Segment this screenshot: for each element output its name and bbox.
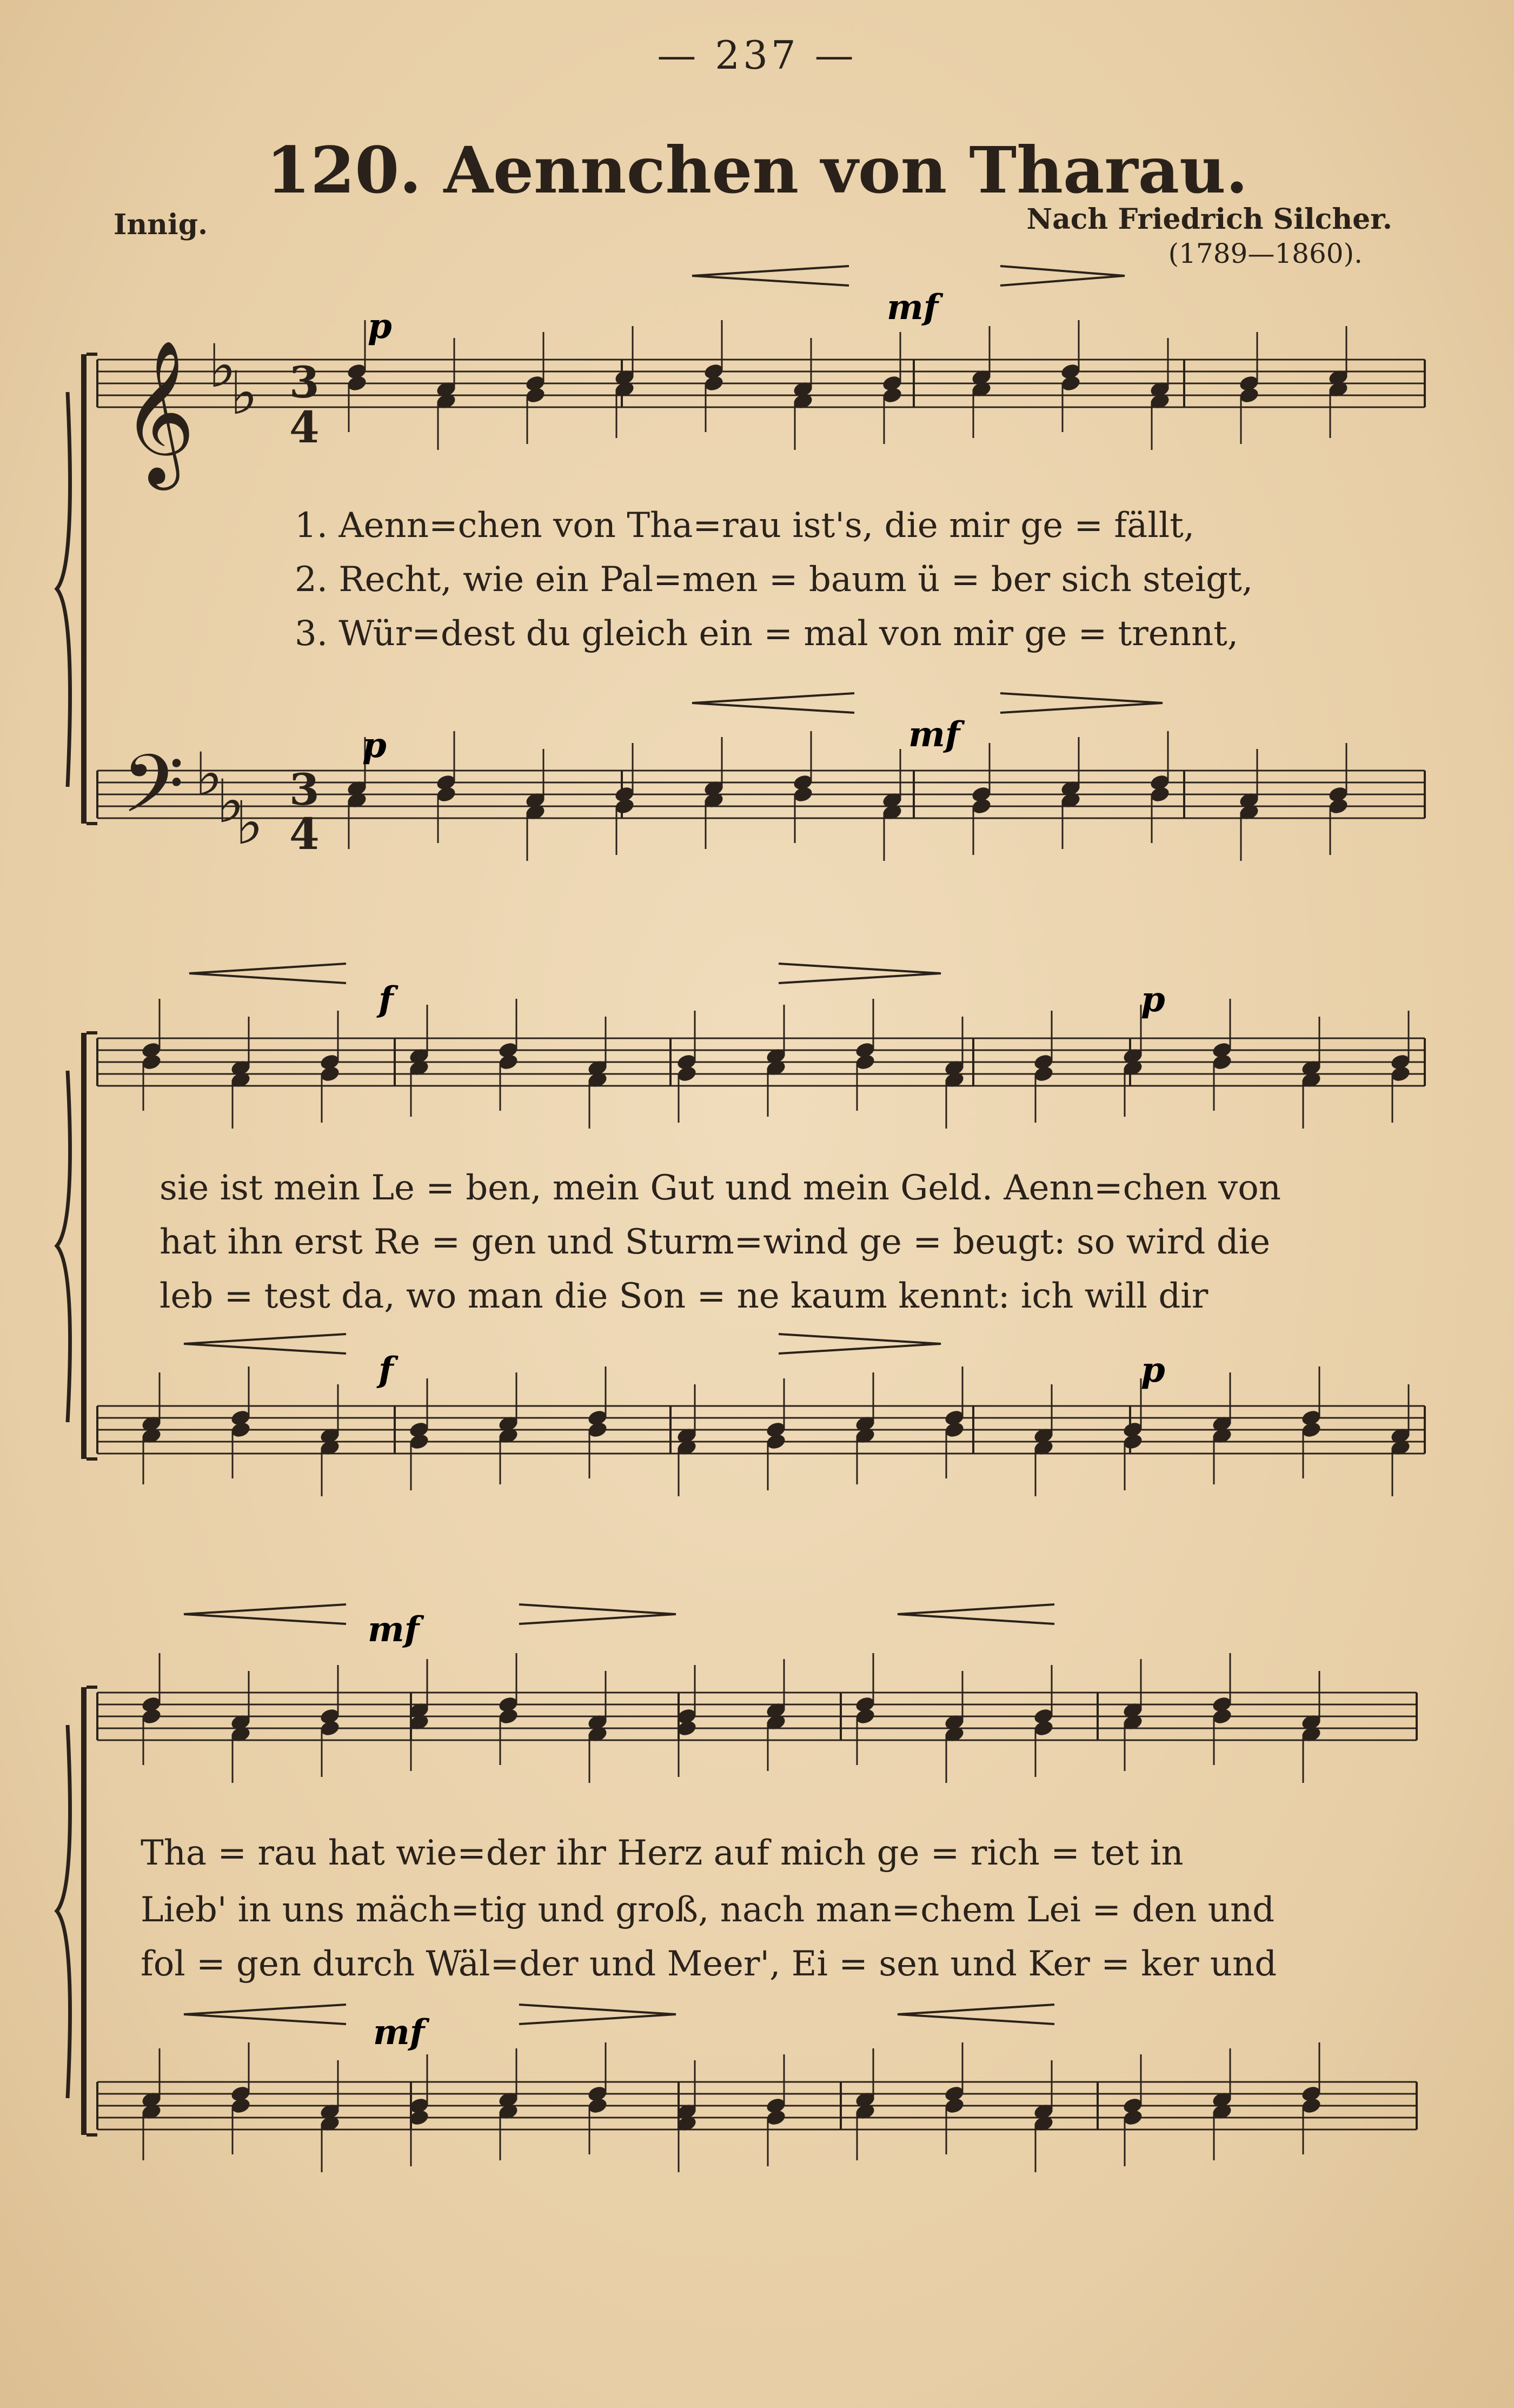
tempo-marking: Innig. [114, 208, 208, 241]
composer-credit: Nach Friedrich Silcher. [1026, 203, 1392, 236]
time-signature-upper: 3 [289, 764, 320, 815]
system-brace [57, 1725, 70, 2098]
decrescendo-hairpin [779, 1334, 941, 1354]
lyrics-verse-3: leb = test da, wo man die Son = ne kaum kennt: ich will dir [160, 1276, 1208, 1316]
lyrics-verse-1: sie ist mein Le = ben, mein Gut und mein Geld. Aenn=chen von [160, 1168, 1281, 1208]
system-brace [57, 392, 70, 787]
crescendo-hairpin [692, 266, 849, 286]
key-signature-flats: ♭ [230, 359, 258, 428]
crescendo-hairpin [184, 1334, 346, 1354]
dynamic-f: f [378, 1350, 394, 1390]
lyrics-verse-2: 2. Recht, wie ein Pal=men = baum ü = ber sich steigt, [295, 560, 1253, 600]
lyrics-verse-2: hat ihn erst Re = gen und Sturm=wind ge = beugt: so wird die [160, 1222, 1271, 1262]
dynamic-p: p [1141, 1350, 1165, 1390]
decrescendo-hairpin [779, 964, 941, 983]
composer-dates: (1789—1860). [1168, 238, 1363, 269]
crescendo-hairpin [692, 693, 854, 713]
crescendo-hairpin [184, 2005, 346, 2024]
dynamic-f: f [378, 979, 394, 1020]
crescendo-hairpin [184, 1604, 346, 1624]
decrescendo-hairpin [519, 1604, 676, 1624]
treble-clef-icon: 𝄞 [122, 340, 195, 484]
key-signature-flats: ♭ [195, 740, 223, 809]
dynamic-p: p [362, 725, 387, 766]
decrescendo-hairpin [1000, 266, 1125, 286]
lyrics-verse-1: Tha = rau hat wie=der ihr Herz auf mich ge = rich = tet in [141, 1833, 1184, 1873]
bass-clef-icon: 𝄢 [122, 738, 184, 851]
song-title: 120. Aennchen von Tharau. [266, 132, 1248, 208]
crescendo-hairpin [898, 1604, 1054, 1624]
dynamic-mf: mf [908, 714, 960, 755]
time-signature-lower: 4 [289, 808, 320, 859]
key-signature-flats: ♭ [235, 788, 263, 858]
key-signature-flats: ♭ [208, 331, 236, 401]
dynamic-mf: mf [368, 1609, 420, 1650]
dynamic-p: p [368, 306, 392, 347]
key-signature-flats: ♭ [216, 767, 244, 836]
lyrics-verse-3: fol = gen durch Wäl=der und Meer', Ei = sen und Ker = ker und [141, 1944, 1277, 1984]
dynamic-p: p [1141, 979, 1165, 1020]
decrescendo-hairpin [519, 2005, 676, 2024]
lyrics-verse-2: Lieb' in uns mäch=tig und groß, nach man=chem Lei = den und [141, 1890, 1275, 1930]
time-signature-lower: 4 [289, 402, 320, 453]
dynamic-mf: mf [887, 287, 939, 328]
system-brace [57, 1071, 70, 1422]
crescendo-hairpin [898, 2005, 1054, 2024]
decrescendo-hairpin [1000, 693, 1163, 713]
dynamic-mf: mf [373, 2012, 425, 2053]
lyrics-verse-3: 3. Wür=dest du gleich ein = mal von mir ge = trennt, [295, 614, 1239, 654]
time-signature-upper: 3 [289, 357, 320, 408]
crescendo-hairpin [189, 964, 346, 983]
page-number: — 237 — [657, 32, 857, 78]
lyrics-verse-1: 1. Aenn=chen von Tha=rau ist's, die mir ge = fällt, [295, 506, 1195, 546]
